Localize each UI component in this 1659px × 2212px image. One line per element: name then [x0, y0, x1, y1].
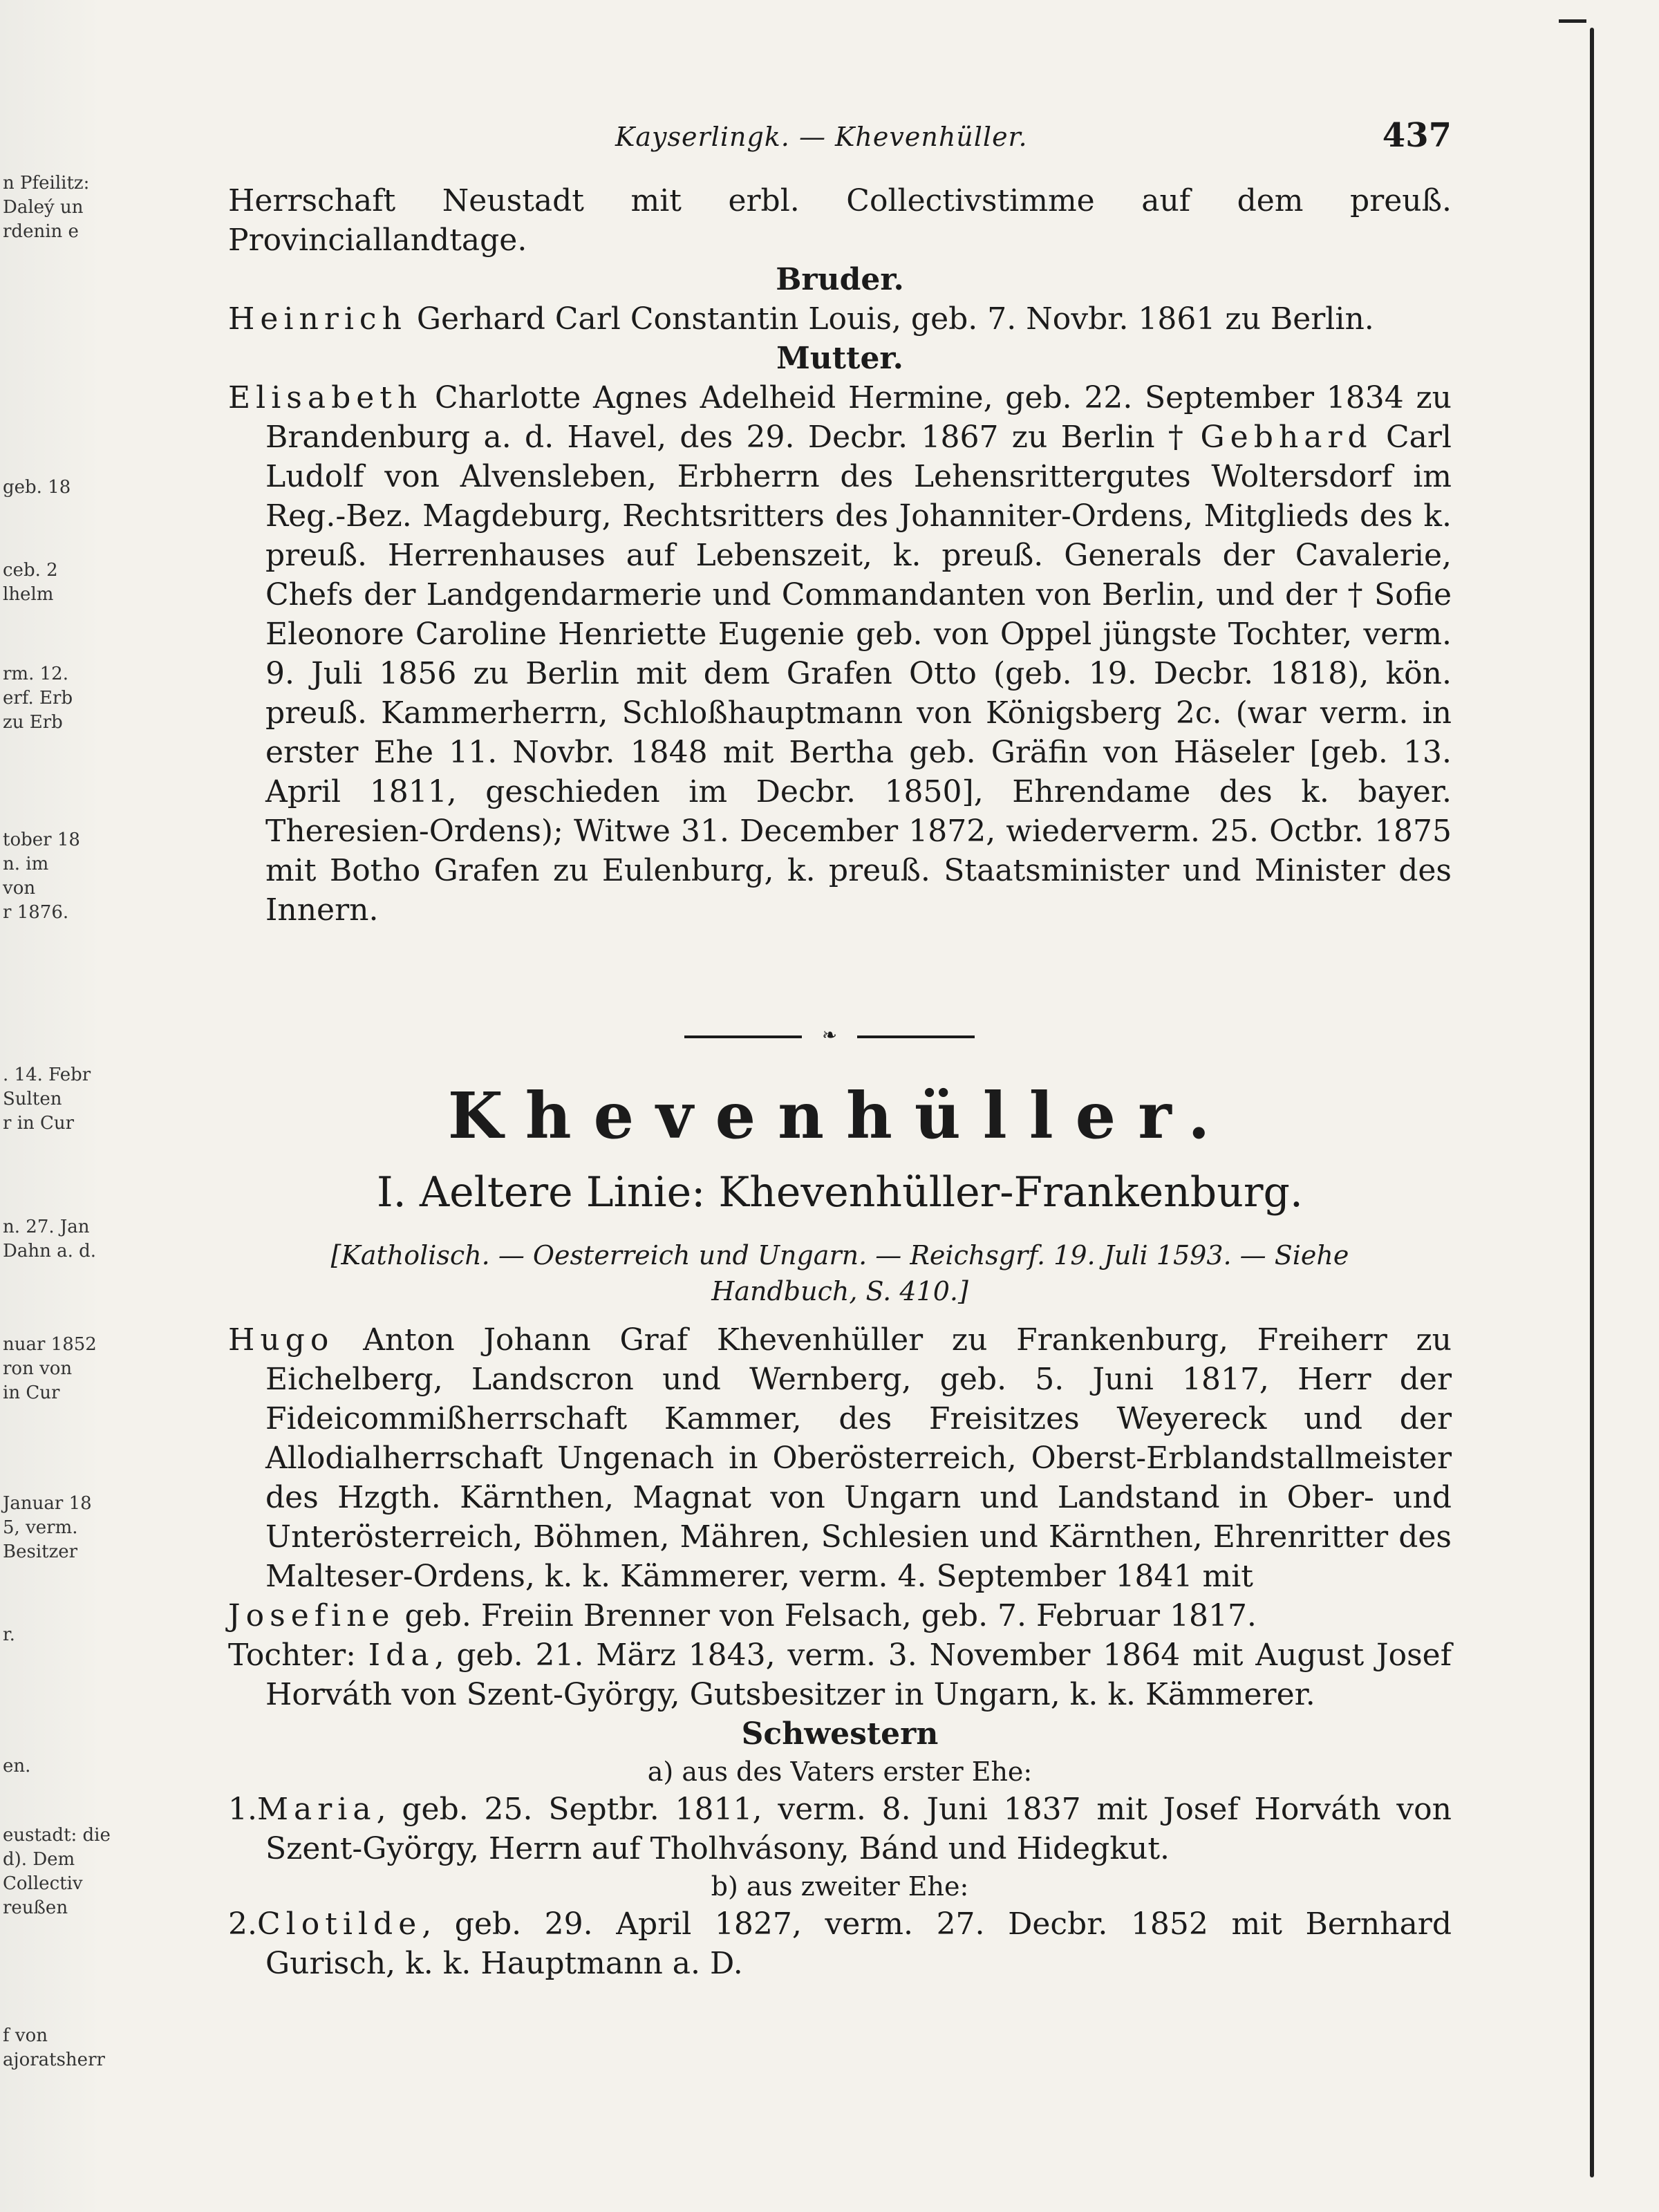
gutter-fragment: von: [3, 878, 36, 899]
head-entry: [228, 1320, 1452, 1596]
page-edge-line: [1590, 28, 1594, 2177]
gutter-fragment: n. im: [3, 854, 49, 874]
gutter-fragment: en.: [3, 1756, 31, 1777]
mother-text-continued: Carl Ludolf von Alvensleben, Erbherrn des Lehensrittergutes Woltersdorf im Reg.-Bez. Magdeburg, Rechtsritters des Johanniter-Ordens, Mitglieds des k. preuß. Herrenhauses auf Lebenszeit, k. preuß. Generals der Cavalerie, Chefs der Landgendarmerie und Commandanten von Berlin, und der † Sofie Eleonore Caroline Henriette Eugenie geb. von Oppel jüngste Tochter, verm. 9. Juli 1856 zu Berlin mit dem Grafen Otto (geb. 19. Decbr. 1818), kön. preuß. Kammerherrn, Schloßhauptmann von Königsberg 2c. (war verm. in erster Ehe 11. Novbr. 1848 mit Bertha geb. Gräfin von Häseler [geb. 13. April 1811, geschieden im Decbr. 1850], Ehrendame des k. bayer. Theresien-Ordens); Witwe 31. December 1872, wiederverm. 25. Octbr. 1875 mit Botho Grafen zu Eulenburg, k. preuß. Staatsminister und Minister des Innern.: [265, 420, 1452, 928]
brother-text: Gerhard Carl Constantin Louis, geb. 7. Novbr. 1861 zu Berlin.: [406, 301, 1374, 337]
sister1-number: 1.: [228, 1792, 257, 1827]
wife-text: geb. Freiin Brenner von Felsach, geb. 7. Februar 1817.: [395, 1598, 1257, 1633]
section-subtitle: I. Aeltere Linie: Khevenhüller-Frankenburg.: [376, 1168, 1303, 1217]
daughter-name: Ida: [368, 1638, 435, 1673]
gutter-fragment: ajoratsherr: [3, 2050, 105, 2070]
sister2-number: 2.: [228, 1906, 257, 1942]
section-note: [228, 1237, 1452, 1309]
gutter-fragment: Besitzer: [3, 1541, 78, 1562]
gutter-fragment: . 14. Febr: [3, 1065, 91, 1085]
head-text: Anton Johann Graf Khevenhüller zu Frankenburg, Freiherr zu Eichelberg, Landscron und Wernberg, geb. 5. Juni 1817, Herr der Fideicommißherrschaft Kammer, des Freisitzes Weyereck und der Allodialherrschaft Ungenach in Oberösterreich, Oberst-Erblandstallmeister des Hzgth. Kärnthen, Magnat von Ungarn und Landstand in Ober- und Unterösterreich, Böhmen, Mähren, Schlesien und Kärnthen, Ehrenritter des Malteser-Ordens, k. k. Kämmerer, verm. 4. September 1841 mit: [265, 1322, 1452, 1594]
gutter-fragment: Collectiv: [3, 1873, 83, 1894]
gutter-fragment: rdenin e: [3, 221, 79, 242]
sister2-entry: [228, 1904, 1452, 1983]
wife-entry: [228, 1596, 1452, 1635]
gutter-fragment: r.: [3, 1624, 15, 1645]
sister1-name: Maria: [256, 1792, 377, 1827]
running-title: Kayserlingk. — Khevenhüller.: [615, 122, 1028, 152]
gutter-fragment: eustadt: die: [3, 1825, 111, 1846]
daughter-text: , geb. 21. März 1843, verm. 3. November 1864 mit August Josef Horváth von Szent-György, Gutsbesitzer in Ungarn, k. k. Kämmerer.: [265, 1638, 1452, 1712]
gutter-fragment: geb. 18: [3, 477, 71, 498]
section-title: Khevenhüller.: [447, 1078, 1232, 1153]
gutter-fragment: f von: [3, 2025, 48, 2046]
gutter-fragment: r in Cur: [3, 1113, 75, 1134]
gutter-fragment: Sulten: [3, 1089, 62, 1109]
gutter-fragment: n. 27. Jan: [3, 1217, 90, 1237]
mother-husband-name: Gebhard: [1200, 420, 1373, 455]
mother-entry: [228, 378, 1452, 930]
sisters-subheading-a: a) aus des Vaters erster Ehe:: [647, 1756, 1033, 1787]
gutter-fragment: zu Erb: [3, 712, 63, 733]
brother-name: Heinrich: [228, 301, 407, 337]
mother-heading: Mutter.: [776, 341, 903, 376]
gutter-fragment: tober 18: [3, 830, 80, 850]
gutter-fragment: 5, verm.: [3, 1517, 78, 1538]
gutter-fragment: rm. 12.: [3, 664, 68, 684]
brother-entry: [228, 299, 1452, 339]
gutter-fragment: ceb. 2: [3, 560, 58, 581]
gutter-fragment: in Cur: [3, 1382, 60, 1403]
left-margin-gutter: [0, 0, 111, 2212]
mother-text: Charlotte Agnes Adelheid Hermine, geb. 22. September 1834 zu Brandenburg a. d. Havel, des 29. Decbr. 1867 zu Berlin †: [265, 380, 1452, 455]
gutter-fragment: Daleý un: [3, 197, 84, 218]
continuation-text: Herrschaft Neustadt mit erbl. Collectivstimme auf dem preuß. Provinciallandtage.: [228, 183, 1452, 258]
sisters-heading: Schwestern: [741, 1716, 939, 1752]
gutter-fragment: d). Dem: [3, 1849, 75, 1870]
section-note-line2: Handbuch, S. 410.]: [711, 1276, 968, 1306]
brother-heading: Bruder.: [776, 262, 904, 297]
sister1-entry: [228, 1790, 1452, 1868]
sister2-text: , geb. 29. April 1827, verm. 27. Decbr. 1852 mit Bernhard Gurisch, k. k. Hauptmann a. D.: [265, 1906, 1452, 1981]
sister1-text: , geb. 25. Septbr. 1811, verm. 8. Juni 1837 mit Josef Horváth von Szent-György, Herrn auf Tholhvásony, Bánd und Hidegkut.: [265, 1792, 1452, 1866]
page-number: 437: [1382, 116, 1452, 155]
page-edge-mark: [1559, 19, 1586, 23]
continuation-block: [228, 181, 1452, 930]
wife-name: Josefine: [228, 1598, 395, 1633]
gutter-fragment: ron von: [3, 1358, 73, 1379]
section-note-line1: [Katholisch. — Oesterreich und Ungarn. — Reichsgrf. 19. Juli 1593. — Siehe: [330, 1240, 1349, 1271]
mother-name: Elisabeth: [228, 380, 423, 415]
gutter-fragment: Dahn a. d.: [3, 1241, 97, 1262]
gutter-fragment: erf. Erb: [3, 688, 73, 709]
gutter-fragment: n Pfeilitz:: [3, 173, 90, 194]
running-header: [228, 116, 1452, 158]
daughter-label: Tochter:: [228, 1638, 368, 1673]
sisters-subheading-b: b) aus zweiter Ehe:: [711, 1871, 969, 1902]
gutter-fragment: nuar 1852: [3, 1334, 97, 1355]
divider-ornament: ❧: [802, 1026, 857, 1045]
gutter-fragment: Januar 18: [3, 1493, 92, 1514]
sister2-name: Clotilde: [256, 1906, 422, 1942]
head-name: Hugo: [228, 1322, 335, 1358]
daughter-entry: [228, 1635, 1452, 1714]
gutter-fragment: r 1876.: [3, 902, 69, 923]
khevenhueller-block: [228, 1320, 1452, 1983]
gutter-fragment: reußen: [3, 1897, 68, 1918]
gutter-fragment: lhelm: [3, 584, 54, 605]
